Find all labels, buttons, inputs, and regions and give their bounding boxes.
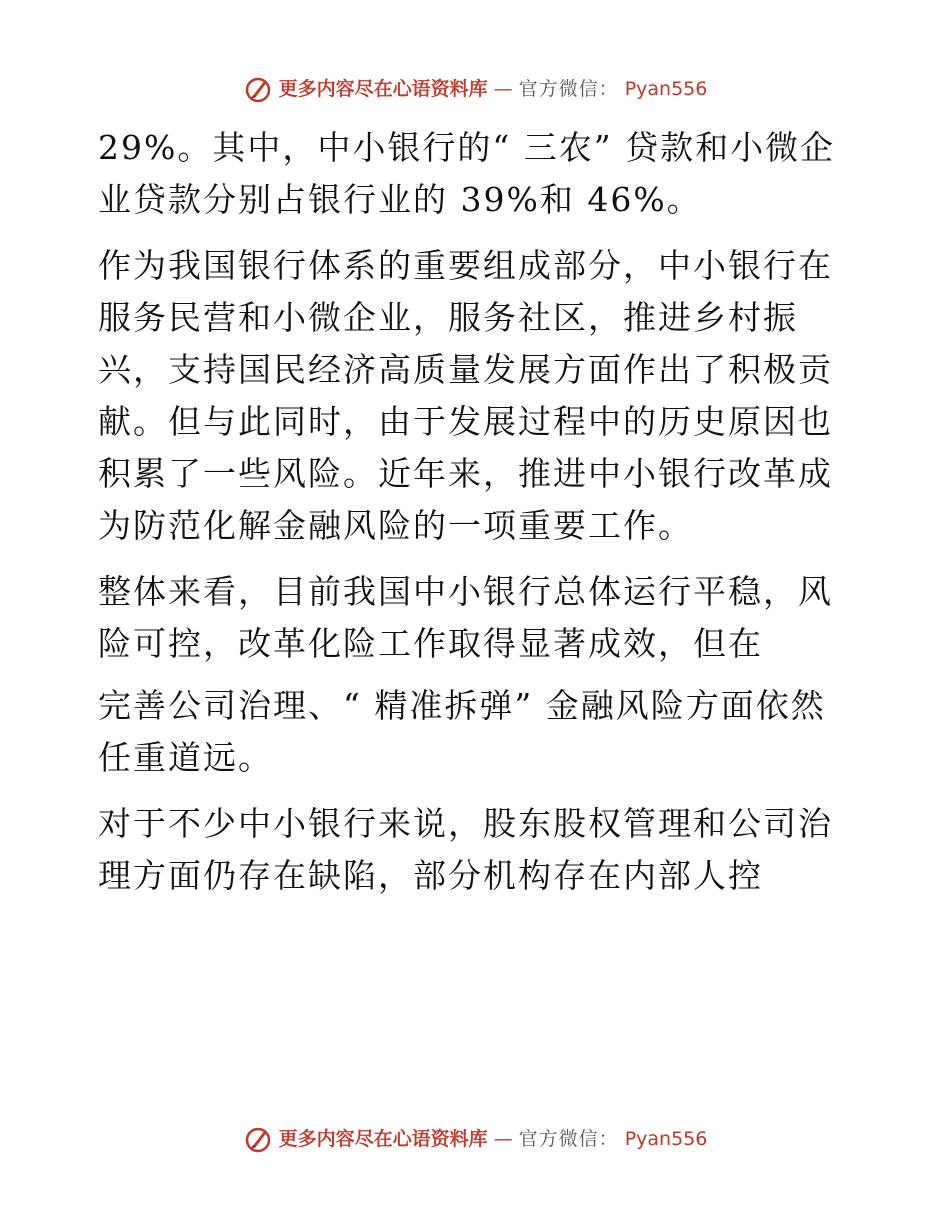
- paragraph-3: 整体来看，目前我国中小银行总体运行平稳，风险可控，改革化险工作取得显著成效，但在: [98, 572, 833, 663]
- footer-official-text: 官方微信：: [518, 1128, 619, 1150]
- paragraph-2: 作为我国银行体系的重要组成部分，中小银行在服务民营和小微企业，服务社区，推进乡村振兴，支持国民经济高质量发展方面作出了积极贡献。但与此同时，由于发展过程中的历史原因也积累了一些风险。近年来，推进中小银行改革成为防范化解金融风险的一项重要工作。: [98, 246, 833, 545]
- banner-official-text: 官方微信：: [518, 78, 619, 100]
- paragraph-4: 完善公司治理、“ 精准拆弹” 金融风险方面依然任重道远。: [98, 686, 826, 777]
- paragraph-1: 29%。其中，中小银行的“ 三农” 贷款和小微企业贷款分别占银行业的 39%和 46%。: [98, 128, 836, 219]
- paragraph-5: 对于不少中小银行来说，股东股权管理和公司治理方面仍存在缺陷，部分机构存在内部人控: [98, 804, 833, 895]
- document-body: [98, 122, 858, 916]
- header-banner: [0, 72, 950, 106]
- banner-wechat-id: Pyan556: [624, 78, 708, 100]
- banner-site-text: 更多内容尽在心语资料库: [278, 78, 488, 100]
- footer-banner: [0, 1122, 950, 1156]
- footer-site-text: 更多内容尽在心语资料库: [278, 1128, 488, 1150]
- footer-wechat-id: Pyan556: [624, 1128, 708, 1150]
- quill-pen-logo-icon: [243, 1124, 273, 1154]
- footer-dash: —: [493, 1128, 513, 1150]
- banner-dash: —: [493, 78, 513, 100]
- quill-pen-logo-icon: [243, 74, 273, 104]
